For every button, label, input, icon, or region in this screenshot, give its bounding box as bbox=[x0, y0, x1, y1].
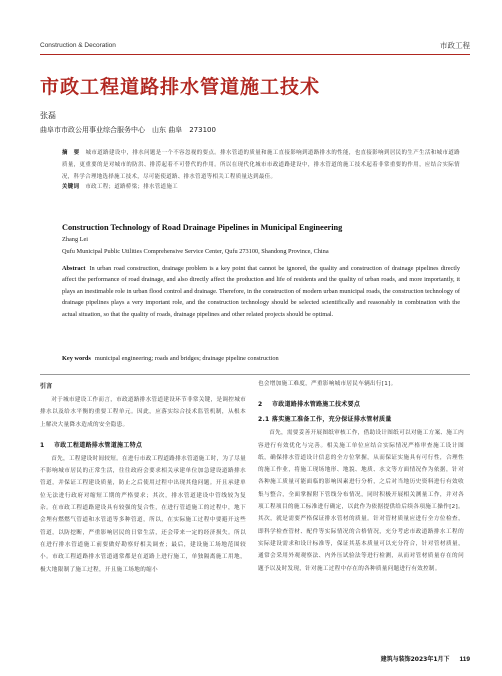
abstract-en bbox=[62, 263, 460, 320]
section-2-1-paragraph: 首先，需要妥善开展图纸审核工作，借助设计图纸可以对施工方案、施工内容进行有效优化与完善。相关施工单位应结合实际情况严格审查施工设计图纸，确保排水管道设计信息的全方位掌握，从而保证实施具有可行性，合理性的施工作业，将施工现场地形、地貌、地质、水文等方面情况作为依据，针对各种施工质量可能面临的影响因素进行分析，之后对当地历史资料进行有效收集与整合，全面掌握附下管线分布情况，同时积极开展相关测量工作，并对各项工程项目的施工标准进行确定，以此作为依据提供给后续各项施工操作[2]。其次，就是需要严格保证排水管材的质量。针对管材质量应进行全方位检查，即科学检查管材、配件等实际情况的合格情况，充分考虑市政道路排水工程的实际建设需求和设计标准等，保证其基本质量可以充分符合，针对管材质量，通常会采用外观观察法、内外压试验法等进行检测，从而对管材质量存在的问题予以及时发现，针对施工过程中存在的各种质量问题进行有效控制。 bbox=[258, 430, 464, 572]
article-title: 市政工程道路排水管道施工技术 bbox=[40, 76, 321, 98]
abstract-en-text: In urban road construction, drainage problem is a key point that cannot be ignored, the quality and construction of drainage pipelines directly affect the performance of road drainage, and also directly affect the production and life of residents and the quality of urban roads, and more importantly, it plays an inestimable role in urban flood control and drainage. Therefore, in the construction of modern urban municipal roads, the construction technology of drainage pipelines plays a very important role, and the construction technology should be selected scientifically and reasonably in combination with the actual situation, so that the quality of roads, drainage pipelines and other related projects should be optimal. bbox=[62, 265, 460, 318]
section-1-title: 市政工程道路排水管道施工特点 bbox=[54, 441, 143, 449]
keywords-cn bbox=[62, 182, 460, 190]
journal-issue: 建筑与装饰2023年1月下 bbox=[380, 656, 450, 663]
abstract-en-label: Abstract bbox=[62, 265, 86, 272]
intro-heading: 引言 bbox=[40, 383, 53, 390]
section-1-number: 1 bbox=[40, 441, 45, 449]
english-title: Construction Technology of Road Drainage Pipelines in Municipal Engineering bbox=[62, 223, 343, 232]
section-1-heading bbox=[40, 440, 246, 452]
section-2-number: 2 bbox=[258, 401, 263, 409]
intro-paragraph: 对于城市建设工作而言，市政道路排水管道建设环节非常关键，是调控城市排水以及给水平衡的重要工程单元。因此，应落实综合技术监管机制，从根本上解决大量降水造成的安全隐患。 bbox=[40, 397, 246, 428]
keywords-en-label: Key words bbox=[62, 355, 91, 362]
running-header bbox=[40, 40, 470, 54]
abstract-cn-text: 城市道路建设中，排水问题是一个不容忽视的要点。排水管道的质量和施工直接影响到道路排水的性能，也直接影响到居民的生产生活和城市道路质量，更重要的是对城市的防洪、排涝起着不可替代的作用。所以在现代化城市市政道路建设中，排水管道的施工技术起着非常重要的作用，应结合实际情况，科学合理地选择施工技术，尽可能使道路、排水管道等相关工程质量达到最佳。 bbox=[62, 150, 460, 180]
running-header-right: 市政工程 bbox=[440, 41, 470, 50]
abstract-cn-label: 摘 要 bbox=[62, 150, 80, 156]
english-affiliation: Qufu Municipal Public Utilities Comprehensive Service Center, Qufu 273100, Shandong Province, China bbox=[62, 248, 329, 255]
author-affiliation: 曲阜市市政公用事业综合服务中心 山东 曲阜 273100 bbox=[40, 126, 216, 134]
body-column-right bbox=[258, 378, 464, 575]
running-header-left: Construction & Decoration bbox=[40, 42, 116, 49]
keywords-en bbox=[62, 355, 460, 362]
abstract-cn bbox=[62, 148, 460, 183]
page-number: 119 bbox=[459, 656, 470, 663]
section-divider bbox=[40, 374, 470, 375]
body-column-left bbox=[40, 378, 246, 576]
section-2-1-heading: 2.1 落实施工准备工作，充分保证排水管材质量 bbox=[258, 416, 392, 424]
keywords-cn-text: 市政工程；道路桥梁；排水管道施工 bbox=[85, 184, 179, 190]
section-2-title: 市政道路排水管路施工技术要点 bbox=[272, 401, 361, 409]
keywords-en-text: municipal engineering; roads and bridges; drainage pipeline construction bbox=[94, 355, 279, 362]
keywords-cn-label: 关键词 bbox=[62, 184, 80, 190]
header-rule bbox=[40, 54, 470, 55]
page-footer bbox=[381, 654, 470, 663]
continued-paragraph: 也会增加施工难度，严重影响城市居民车辆出行[1]。 bbox=[258, 381, 397, 387]
section-2-heading bbox=[258, 399, 464, 411]
section-1-paragraph: 首先，工程建设时间较短。在进行市政工程道路排水管道施工时，为了尽量不影响城市居民的正常生活，往往政府会要求相关承建单位加急建设道路排水管道，并保证工程建设质量，防止之后使用过程中出现其他问题。开且承建单位无法进行政府对缩短工期的严格要求；其次，排水管道建设中管线较为复杂。在市政工程道路建设具有较强的复合性，在进行管道施工的过程中，地下会埋有燃燃气管道和水管道等多种管道，所以，在实际施工过程中要避开这些管道，以防挖断，严重影响居民的日常生活，还会带来一定的经济损失。所以在进行排水管道施工前要做好勘察好相关调查；最后，建设施工场地范围较小。市政工程道路排水管道通常都是在道路上进行施工，单独隔离施工用地，极大地限制了施工过程，开且施工场地的缩小 bbox=[40, 455, 246, 573]
author-name: 张磊 bbox=[40, 111, 56, 120]
english-author: Zhang Lei bbox=[62, 236, 89, 243]
